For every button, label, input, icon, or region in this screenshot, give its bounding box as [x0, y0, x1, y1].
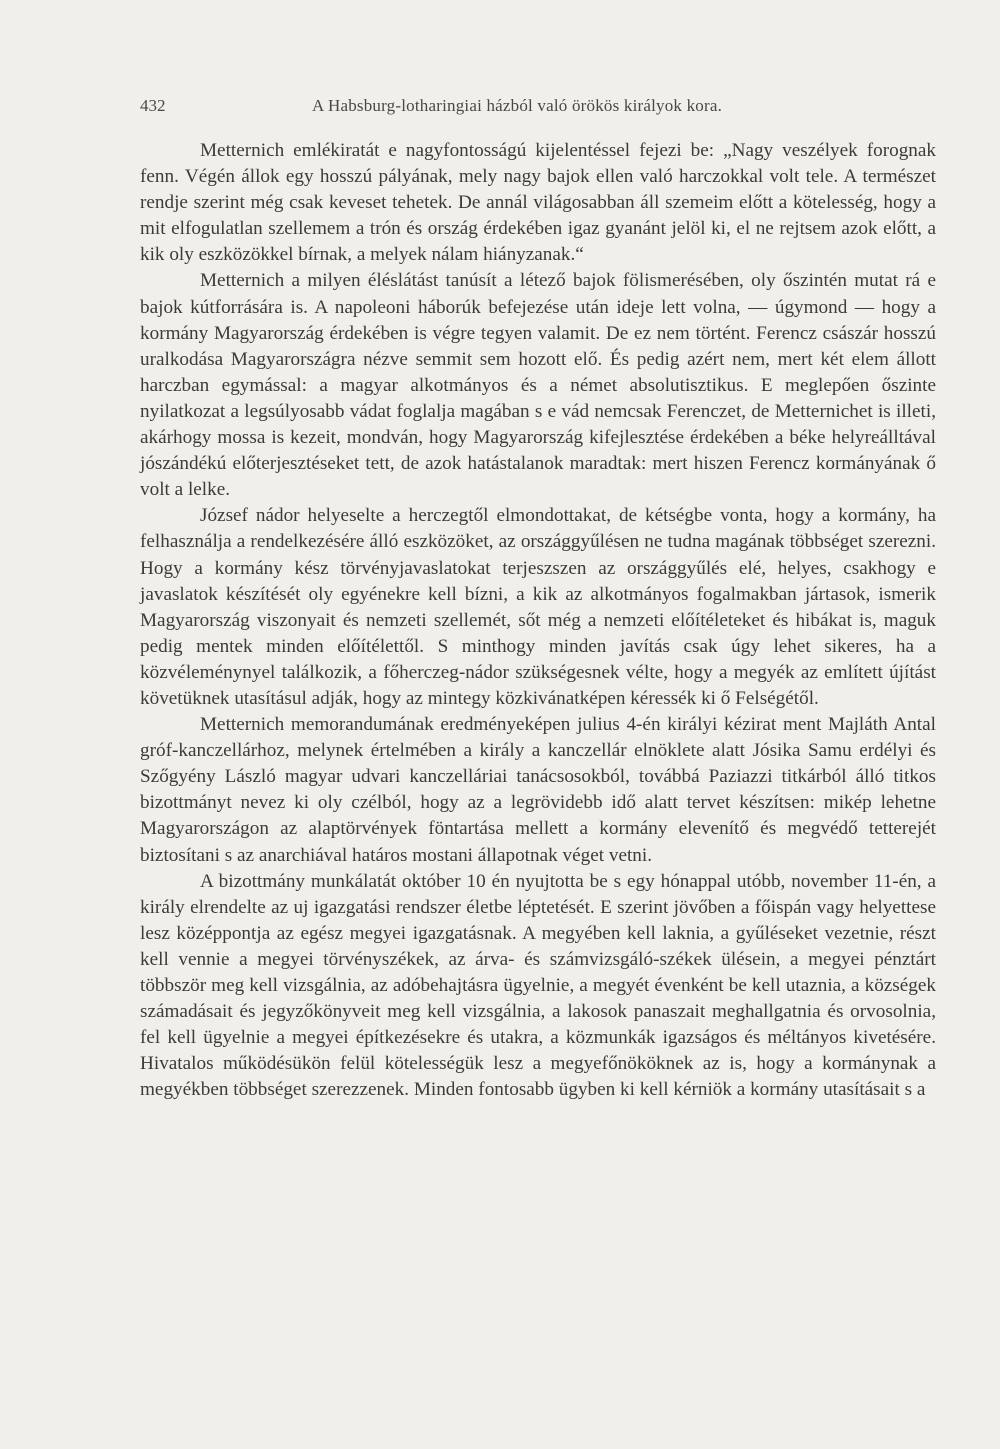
page-number: 432 [140, 96, 166, 115]
page-header [140, 96, 940, 122]
running-title: A Habsburg-lotharingiai házból való örökös királyok kora. [312, 96, 723, 115]
paragraph: Metternich memorandumának eredményeképen julius 4-én királyi kézirat ment Majláth Antal gróf-kanczellárhoz, melynek értelmében a király a kanczellár elnöklete alatt Jósika Samu erdélyi és Szőgyény László magyar udvari kanczelláriai tanácsosokból, továbbá Paziazzi titkárból álló titkos bizottmányt nevez ki oly czélból, hogy az a legrövidebb idő alatt tervet készítsen: mikép lehetne Magyarországon az alaptörvények föntartása mellett a kormány elevenítő és megvédő tetterejét biztosítani s az anarchiával határos mostani állapotnak véget vetni. [140, 714, 936, 866]
paragraph: Metternich emlékiratát e nagyfontosságú kijelentéssel fejezi be: „Nagy veszélyek forognak fenn. Végén állok egy hosszú pályának, mely nagy bajok ellen való harczokkal volt tele. A természet rendje szerint még csak keveset tehetek. De annál világosabban áll szemeim előtt a kötelesség, hogy a mit elfogulatlan szellemem a trón és ország érdekében igaz gyanánt jelöl ki, el ne rejtsem azok előtt, a kik oly eszközökkel bírnak, a melyek nálam hiányzanak.“ [140, 140, 936, 266]
body-text [140, 138, 936, 1103]
paragraph: Metternich a milyen éléslátást tanúsít a létező bajok fölismerésében, oly őszintén mutat rá e bajok kútforrására is. A napoleoni háborúk befejezése után ideje lett volna, — úgymond — hogy a kormány Magyarország érdekében is végre tegyen valamit. De ez nem történt. Ferencz császár hosszú uralkodása Magyarországra nézve semmit sem hozott elő. És pedig azért nem, mert két elem állott harczban egymással: a magyar alkotmányos és a német absolutisztikus. E meglepően őszinte nyilatkozat a legsúlyosabb vádat foglalja magában s e vád nemcsak Ferenczet, de Metternichet is illeti, akárhogy mossa is kezeit, mondván, hogy Magyarország kifejlesztése érdekében a béke helyreálltával jószándékú előterjesztéseket tett, de azok hatástalanok maradtak: mert hiszen Ferencz kormányának ő volt a lelke. [140, 270, 936, 501]
paragraph: A bizottmány munkálatát október 10 én nyujtotta be s egy hónappal utóbb, november 11-én, a király elrendelte az uj igazgatási rendszer életbe léptetését. E szerint jövőben a főispán vagy helyettese lesz középpontja az egész megyei igazgatásnak. A megyében kell laknia, a gyűléseket vezetnie, részt kell vennie a megyei törvényszékek, az árva- és számvizsgáló-székek ülésein, a megyei pénztárt többször meg kell vizsgálnia, az adóbehajtásra ügyelnie, a megyét évenként be kell utaznia, a községek számadásait és jegyzőkönyveit meg kell vizsgálnia, a lakosok panaszait meghallgatnia és orvosolnia, fel kell ügyelnie a megyei építkezésekre és utakra, a közmunkák igazságos és méltányos kivetésére. Hivatalos működésükön felül kötelességük lesz a megyefőnököknek az is, hogy a kormánynak a megyékben többséget szerezzenek. Minden fontosabb ügyben ki kell kérniök a kormány utasításait s a [140, 870, 936, 1101]
paragraph: József nádor helyeselte a herczegtől elmondottakat, de kétségbe vonta, hogy a kormány, ha felhasználja a rendelkezésére álló eszközöket, az országgyűlésen ne tudna magának többséget szerezni. Hogy a kormány kész törvényjavaslatokat terjeszszen az országgyűlés elé, helyes, csakhogy e javaslatok készítését oly egyénekre kell bízni, a kik az alkotmányos fogalmakban jártasok, ismerik Magyarország viszonyait és nemzeti szellemét, sőt még a nemzeti előítéleteket és hibákat is, maguk pedig mentek minden előítélettől. S minthogy minden javítás csak úgy lehet sikeres, ha a közvéleménynyel találkozik, a főherczeg-nádor szükségesnek vélte, hogy a megyék az említett újítást követüknek utasításul adják, hogy az mintegy közkivánatképen kéressék ki ő Felségétől. [140, 505, 936, 709]
